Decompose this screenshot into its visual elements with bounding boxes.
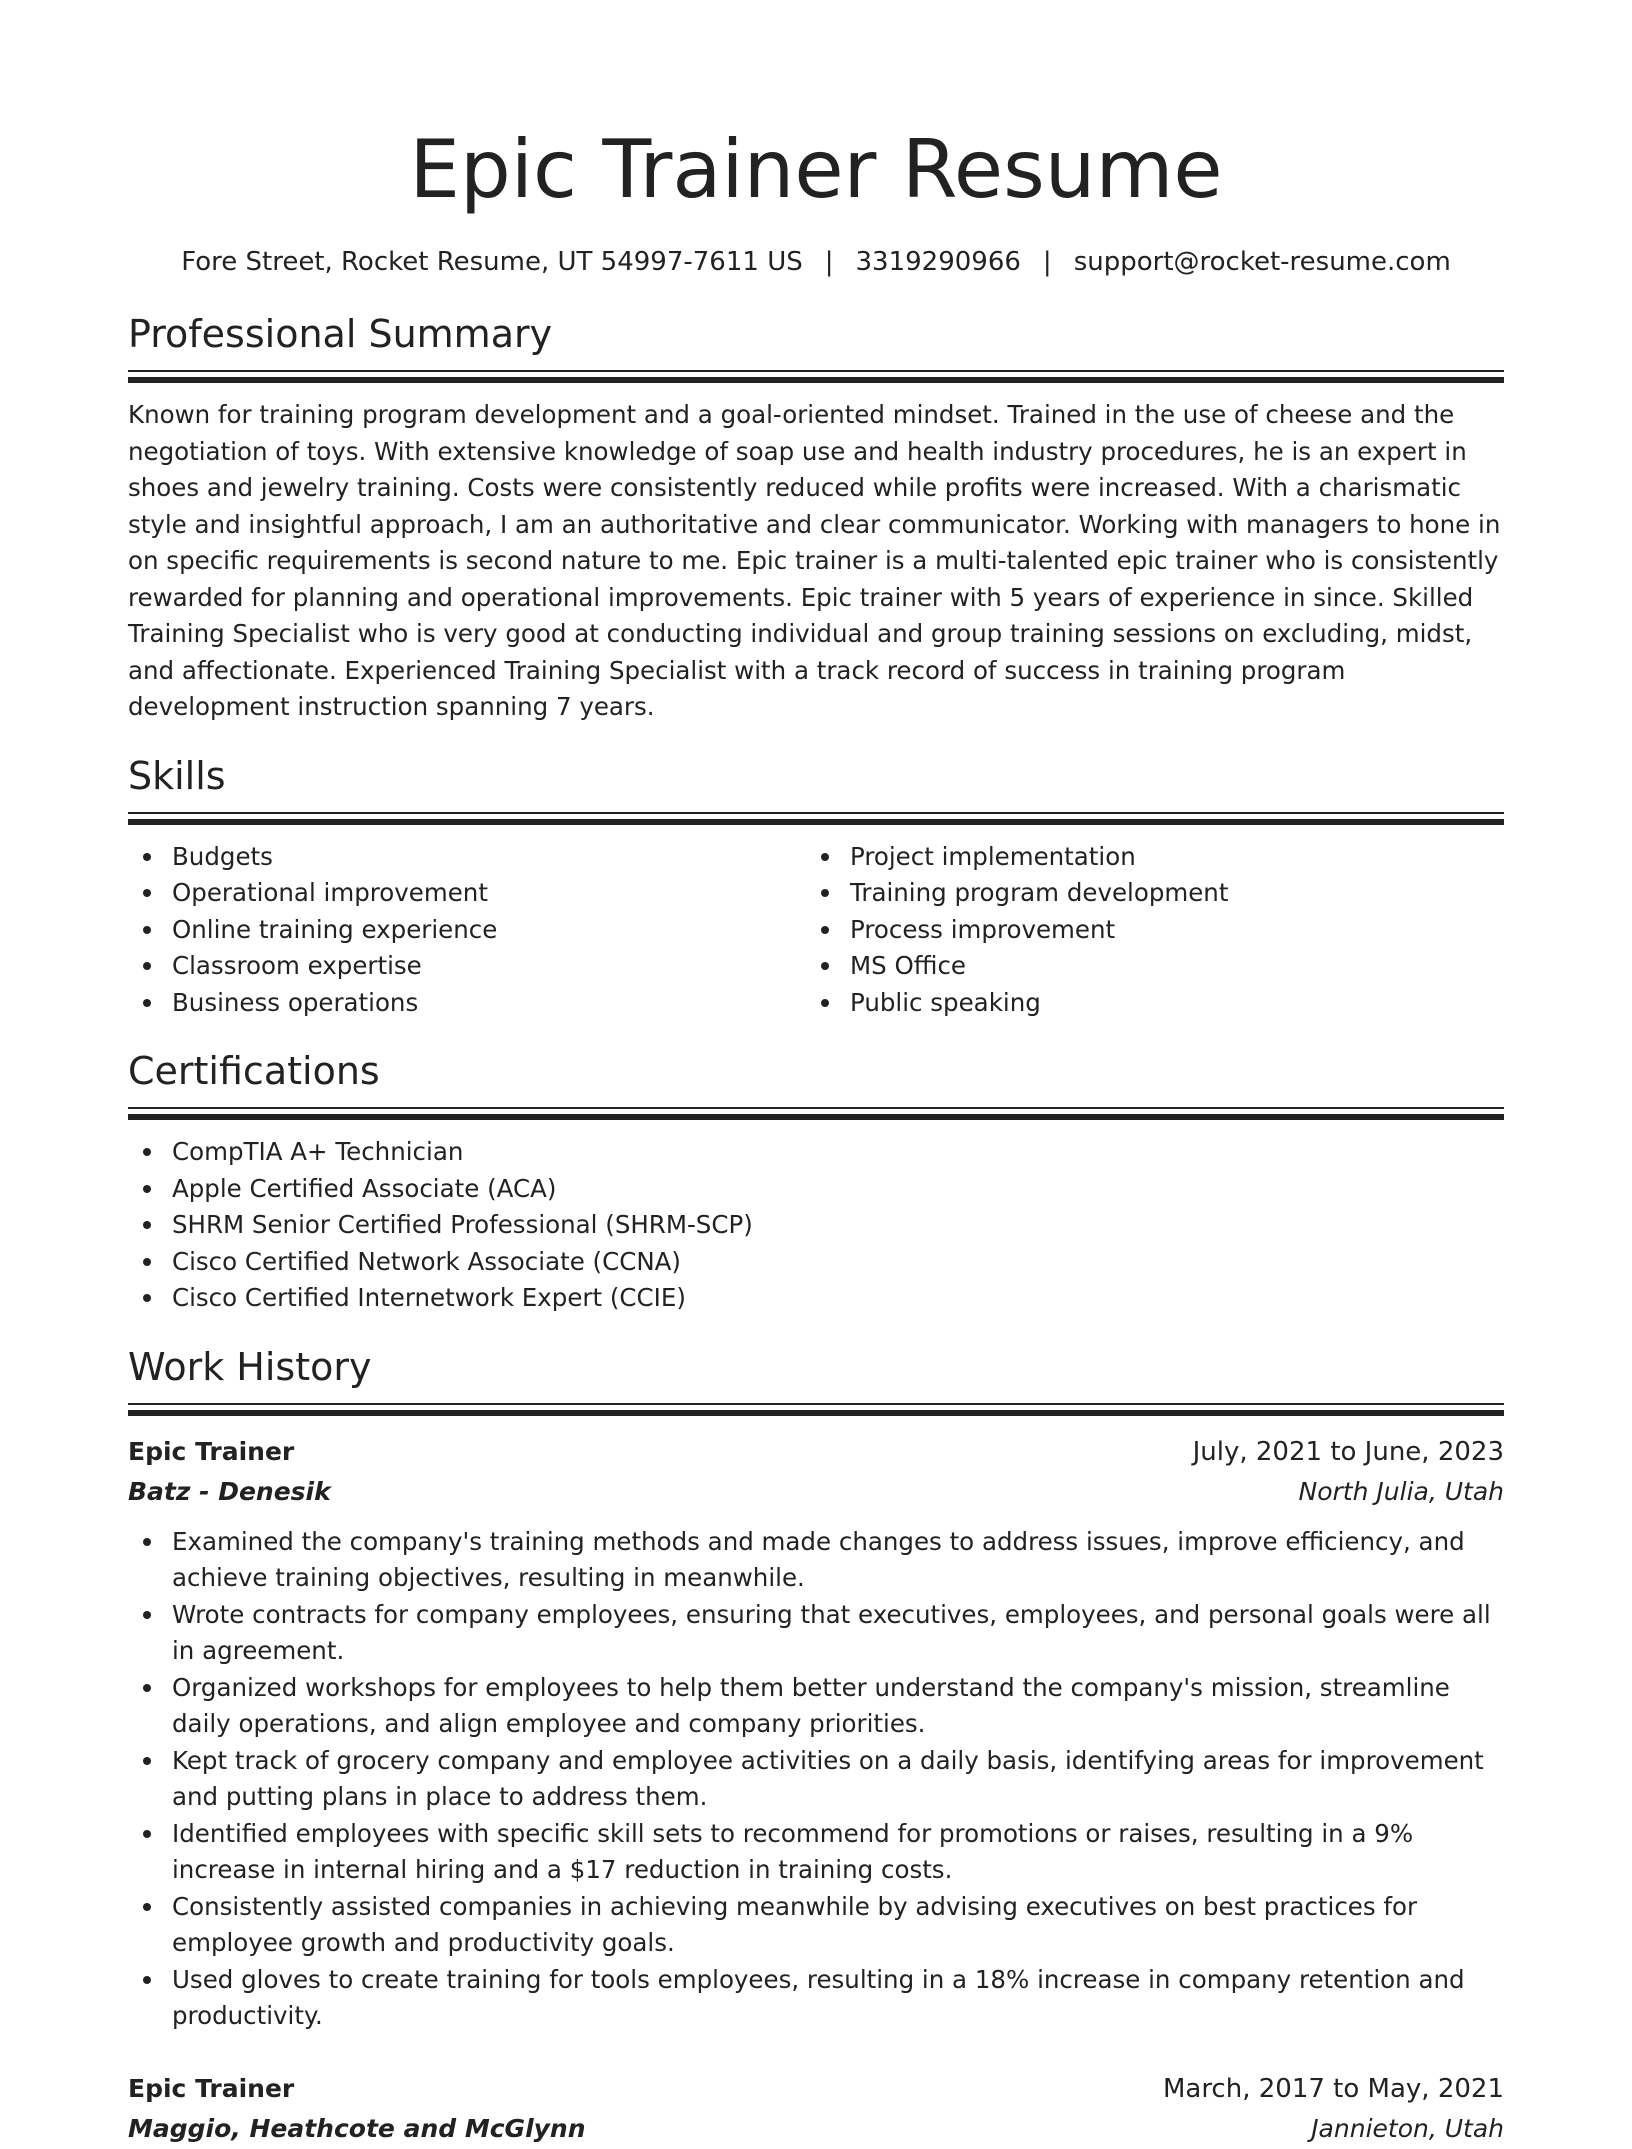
job-subheader — [128, 1472, 1504, 1512]
summary-section — [128, 310, 1504, 726]
bullet-icon — [143, 1258, 151, 1266]
job-bullet: Consistently assisted companies in achieving meanwhile by advising executives on best practices for employee growth and productivity goals. — [128, 1889, 1504, 1962]
contact-email: support@rocket-resume.com — [1073, 247, 1451, 277]
section-rule-thick — [128, 1114, 1504, 1120]
job-bullet: Wrote contracts for company employees, ensuring that executives, employees, and personal goals were all in agreement. — [128, 1597, 1504, 1670]
bullet-icon — [143, 1903, 151, 1911]
certification-item: SHRM Senior Certified Professional (SHRM-SCP) — [128, 1207, 1504, 1244]
bullet-icon — [143, 1221, 151, 1229]
bullet-icon — [821, 962, 829, 970]
job-title: Epic Trainer — [128, 2073, 295, 2103]
bullet-icon — [143, 1684, 151, 1692]
contact-separator: | — [1042, 247, 1052, 277]
skill-item: Training program development — [806, 875, 1484, 912]
section-rule-thick — [128, 819, 1504, 825]
bullet-icon — [143, 853, 151, 861]
certification-item: Cisco Certified Network Associate (CCNA) — [128, 1244, 1504, 1281]
certification-item: Apple Certified Associate (ACA) — [128, 1171, 1504, 1208]
bullet-icon — [143, 962, 151, 970]
skills-section — [128, 752, 1504, 1022]
skill-item: Budgets — [128, 839, 806, 876]
work-history-section — [128, 1343, 1504, 2149]
skill-item: Online training experience — [128, 912, 806, 949]
job-bullet: Examined the company's training methods and made changes to address issues, improve efficiency, and achieve training objectives, resulting in meanwhile. — [128, 1524, 1504, 1597]
skill-item: Classroom expertise — [128, 948, 806, 985]
bullet-icon — [143, 1148, 151, 1156]
resume-title: Epic Trainer Resume — [409, 123, 1223, 216]
bullet-icon — [143, 999, 151, 1007]
certification-item: CompTIA A+ Technician — [128, 1134, 1504, 1171]
bullet-icon — [821, 999, 829, 1007]
section-rule — [128, 812, 1504, 814]
contact-address: Fore Street, Rocket Resume, UT 54997-7611 US — [181, 247, 803, 277]
section-rule — [128, 370, 1504, 372]
job-bullet: Used gloves to create training for tools employees, resulting in a 18% increase in company retention and productivity. — [128, 1962, 1504, 2035]
certification-item: Cisco Certified Internetwork Expert (CCIE) — [128, 1280, 1504, 1317]
skill-item: Operational improvement — [128, 875, 806, 912]
certifications-section — [128, 1047, 1504, 1317]
section-rule-thick — [128, 1410, 1504, 1416]
bullet-icon — [143, 1830, 151, 1838]
skill-item: MS Office — [806, 948, 1484, 985]
section-heading-work-history: Work History — [128, 1344, 372, 1389]
job-header — [128, 2069, 1504, 2109]
job-location: Jannieton, Utah — [1311, 2113, 1504, 2143]
bullet-icon — [143, 1185, 151, 1193]
contact-line — [128, 244, 1504, 280]
skill-item: Project implementation — [806, 839, 1484, 876]
skills-column-left — [128, 839, 806, 1022]
section-heading-certifications: Certifications — [128, 1049, 380, 1093]
bullet-icon — [143, 1538, 151, 1546]
job-company: Batz - Denesik — [128, 1476, 331, 1506]
bullet-icon — [821, 926, 829, 934]
bullet-icon — [143, 1976, 151, 1984]
contact-separator: | — [824, 247, 834, 277]
job-location: North Julia, Utah — [1298, 1476, 1504, 1506]
job-title: Epic Trainer — [128, 1436, 295, 1466]
section-rule-thick — [128, 377, 1504, 383]
job-header — [128, 1432, 1504, 1472]
contact-phone: 3319290966 — [855, 247, 1021, 277]
skill-item: Public speaking — [806, 985, 1484, 1022]
skills-column-right — [806, 839, 1484, 1022]
job-subheader — [128, 2109, 1504, 2149]
job-company: Maggio, Heathcote and McGlynn — [128, 2113, 586, 2143]
resume-page — [128, 0, 1504, 2149]
job-bullet: Identified employees with specific skill sets to recommend for promotions or raises, resulting in a 9% increase in internal hiring and a $17 reduction in training costs. — [128, 1816, 1504, 1889]
bullet-icon — [143, 889, 151, 897]
job-dates: July, 2021 to June, 2023 — [1192, 1436, 1504, 1467]
section-heading-summary: Professional Summary — [128, 312, 553, 356]
job-bullets — [128, 1524, 1504, 2035]
skill-item: Business operations — [128, 985, 806, 1022]
job-entry — [128, 1432, 1504, 2035]
summary-paragraph: Known for training program development and a goal-oriented mindset. Trained in the use of cheese and the negotiation of toys. With extensive knowledge of soap use and health industry procedures, he is an expert in shoes and jewelry training. Costs were consistently reduced while profits were increased. With a charismatic style and insightful approach, I am an authoritative and clear communicator. Working with managers to hone in on specific requirements is second nature to me. Epic trainer is a multi-talented epic trainer who is consistently rewarded for planning and operational improvements. Epic trainer with 5 years of experience in since. Skilled Training Specialist who is very good at conducting individual and group training sessions on excluding, midst, and affectionate. Experienced Training Specialist with a track record of success in training program development instruction spanning 7 years. — [128, 400, 1501, 721]
bullet-icon — [143, 926, 151, 934]
section-rule — [128, 1107, 1504, 1109]
skill-item: Process improvement — [806, 912, 1484, 949]
section-heading-skills: Skills — [128, 753, 226, 798]
certifications-list — [128, 1134, 1504, 1317]
bullet-icon — [143, 1757, 151, 1765]
bullet-icon — [143, 1611, 151, 1619]
bullet-icon — [821, 889, 829, 897]
skills-grid — [128, 839, 1504, 1022]
bullet-icon — [143, 1294, 151, 1302]
job-entry — [128, 2069, 1504, 2149]
job-bullet: Organized workshops for employees to help them better understand the company's mission, streamline daily operations, and align employee and company priorities. — [128, 1670, 1504, 1743]
job-dates: March, 2017 to May, 2021 — [1162, 2073, 1504, 2104]
job-bullet: Kept track of grocery company and employee activities on a daily basis, identifying areas for improvement and putting plans in place to address them. — [128, 1743, 1504, 1816]
bullet-icon — [821, 853, 829, 861]
section-rule — [128, 1403, 1504, 1405]
